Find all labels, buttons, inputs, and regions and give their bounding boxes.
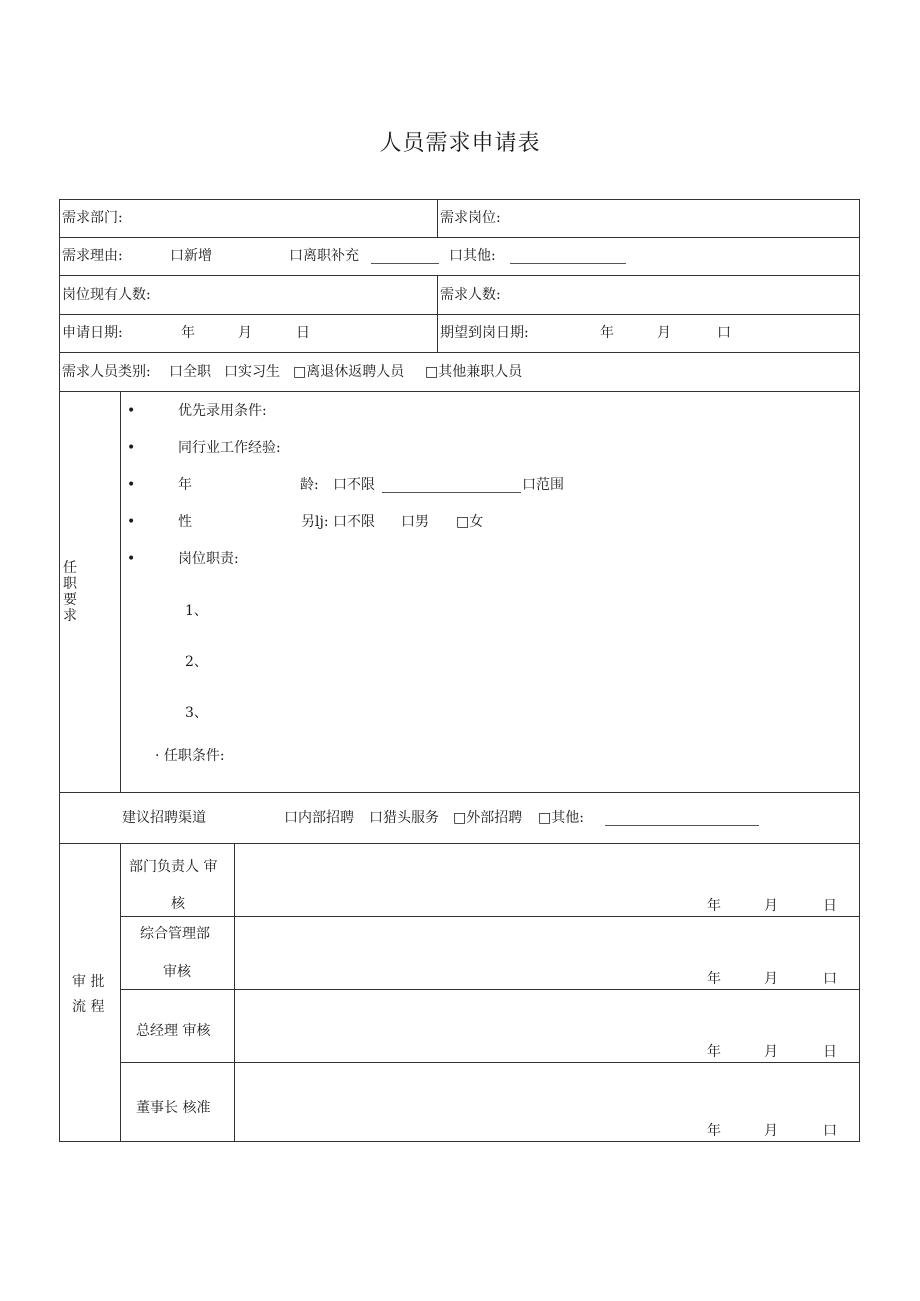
approval-month: 月 (764, 898, 778, 914)
position-label: 需求岗位: (440, 210, 501, 226)
channel-headhunter-checkbox[interactable]: 口猎头服务 (369, 810, 439, 826)
gender-label-part2: 另lj: (301, 514, 329, 530)
row-divider (120, 916, 860, 917)
expect-month: 月 (657, 325, 671, 341)
expect-date-label: 期望到岗日期: (440, 325, 529, 341)
row-divider (59, 391, 860, 392)
approval-admin-label: 审核 (163, 964, 191, 980)
row-divider (120, 989, 860, 990)
col-divider (437, 275, 438, 352)
row-divider (59, 237, 860, 238)
reason-new-checkbox[interactable]: 口新增 (170, 248, 212, 264)
row-divider (120, 1062, 860, 1063)
reason-label: 需求理由: (62, 248, 123, 264)
apply-year: 年 (181, 325, 195, 341)
approval-dept-head-label: 核 (171, 896, 185, 912)
row-divider (59, 843, 860, 844)
row-divider (59, 352, 860, 353)
gender-male-checkbox[interactable]: 口男 (401, 514, 429, 530)
category-parttime-checkbox[interactable]: □其他兼职人员 (425, 364, 523, 380)
bullet: • (127, 403, 136, 419)
approval-admin-label: 综合管理部 (140, 926, 210, 942)
age-label-part1: 年 (178, 477, 192, 493)
reason-replace-checkbox[interactable]: 口离职补充 (289, 248, 359, 264)
age-unlimited-checkbox[interactable]: 口不限 (333, 477, 375, 493)
approval-day: 日 (823, 1044, 837, 1060)
gender-female-checkbox[interactable]: □女 (456, 514, 484, 530)
reason-other-checkbox[interactable]: 口其他: (449, 248, 496, 264)
approval-month: 月 (764, 1123, 778, 1139)
gender-unlimited-checkbox[interactable]: 口不限 (333, 514, 375, 530)
bullet: • (127, 477, 136, 493)
category-retired-checkbox[interactable]: □离退休返聘人员 (293, 364, 405, 380)
bullet: • (127, 551, 136, 567)
approval-year: 年 (707, 971, 721, 987)
approval-gm-label: 总经理 审核 (136, 1023, 211, 1039)
bullet: • (127, 514, 136, 530)
priority-label: 优先录用条件: (178, 403, 267, 419)
duty-item-1: 1、 (185, 603, 208, 619)
channel-other-blank-line[interactable] (605, 825, 759, 826)
channel-label: 建议招聘渠道 (122, 810, 206, 826)
approval-section-label: 审 批 (72, 974, 105, 990)
col-divider (437, 199, 438, 237)
approval-dept-head-label: 部门负责人 审 (129, 859, 218, 875)
approval-chairman-label: 董事长 核准 (136, 1100, 211, 1116)
form-title: 人员需求申请表 (379, 131, 541, 156)
col-divider (234, 843, 235, 1141)
channel-other-checkbox[interactable]: □其他: (538, 810, 584, 826)
category-fulltime-checkbox[interactable]: 口全职 (169, 364, 211, 380)
approval-section-label: 流 程 (72, 999, 105, 1015)
approval-month: 月 (764, 1044, 778, 1060)
category-intern-checkbox[interactable]: 口实习生 (224, 364, 280, 380)
expect-year: 年 (600, 325, 614, 341)
border-top (59, 199, 860, 200)
border-right (859, 199, 860, 1142)
dept-label: 需求部门: (62, 210, 123, 226)
age-range-checkbox[interactable]: 口范围 (522, 477, 564, 493)
channel-external-checkbox[interactable]: □外部招聘 (453, 810, 523, 826)
apply-date-label: 申请日期: (62, 325, 123, 341)
need-count-label: 需求人数: (440, 287, 501, 303)
row-divider (59, 792, 860, 793)
approval-month: 月 (764, 971, 778, 987)
requirements-section-label: 任职要求 (63, 560, 77, 624)
gender-label-part1: 性 (178, 514, 192, 530)
approval-day: 日 (823, 898, 837, 914)
apply-month: 月 (238, 325, 252, 341)
age-blank-line[interactable] (382, 492, 521, 493)
duties-label: 岗位职责: (178, 551, 239, 567)
approval-day: 口 (823, 1123, 837, 1139)
approval-day: 口 (823, 971, 837, 987)
col-divider (120, 843, 121, 1141)
bullet: • (127, 440, 136, 456)
expect-day: 口 (717, 325, 731, 341)
duty-item-2: 2、 (185, 654, 208, 670)
replace-blank-line[interactable] (371, 263, 439, 264)
approval-year: 年 (707, 898, 721, 914)
channel-internal-checkbox[interactable]: 口内部招聘 (284, 810, 354, 826)
experience-label: 同行业工作经验: (178, 440, 281, 456)
apply-day: 日 (296, 325, 310, 341)
approval-year: 年 (707, 1123, 721, 1139)
category-label: 需求人员类别: (62, 364, 151, 380)
row-divider (59, 275, 860, 276)
other-blank-line[interactable] (510, 263, 626, 264)
duty-item-3: 3、 (185, 705, 208, 721)
col-divider (120, 391, 121, 792)
age-label-part2: 龄: (300, 477, 319, 493)
qualification-label: · 任职条件: (155, 748, 225, 764)
approval-year: 年 (707, 1044, 721, 1060)
border-bottom (59, 1141, 860, 1142)
current-count-label: 岗位现有人数: (62, 287, 151, 303)
row-divider (59, 314, 860, 315)
border-left (59, 199, 60, 1142)
